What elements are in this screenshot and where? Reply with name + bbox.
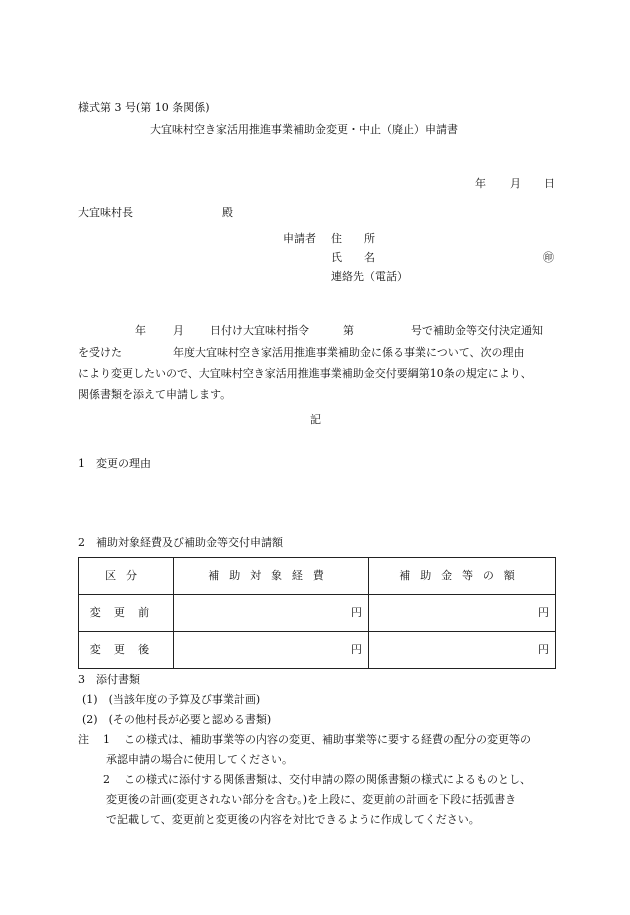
table-header-row bbox=[79, 558, 556, 595]
body-line2-start: を受けた bbox=[78, 346, 122, 359]
applicant-label: 申請者 bbox=[283, 232, 316, 245]
note-marker: 注 bbox=[78, 733, 89, 746]
note2-line3: で記載して、変更前と変更後の内容を対比できるように作成してください。 bbox=[106, 813, 480, 826]
note1-line2: 承認申請の場合に使用してください。 bbox=[106, 753, 293, 766]
body-month: 月 bbox=[173, 324, 184, 337]
addressee-honorific: 殿 bbox=[222, 206, 233, 219]
cost-after-cell[interactable]: 円 bbox=[174, 632, 369, 669]
row-label-after: 変更後 bbox=[79, 632, 174, 669]
date-day: 日 bbox=[544, 177, 555, 190]
amount-table bbox=[78, 557, 556, 669]
addressee-name: 大宜味村長 bbox=[78, 206, 133, 219]
row-label-before: 変更前 bbox=[79, 595, 174, 632]
date-year: 年 bbox=[475, 177, 486, 190]
section2-heading: 2 補助対象経費及び補助金等交付申請額 bbox=[78, 536, 283, 549]
note1-number: 1 bbox=[103, 733, 110, 746]
header-eligible-cost: 補助対象経費 bbox=[174, 558, 369, 595]
ki-mark: 記 bbox=[310, 413, 321, 426]
attachment-item-2: (2) (その他村長が必要と認める書類) bbox=[82, 713, 272, 726]
table-row bbox=[79, 595, 556, 632]
amount-after-cell[interactable]: 円 bbox=[369, 632, 556, 669]
body-date-reference: 日付け大宜味村指令 bbox=[210, 324, 309, 337]
seal-mark: ㊞ bbox=[543, 251, 554, 264]
document-title: 大宜味村空き家活用推進事業補助金変更・中止（廃止）申請書 bbox=[150, 123, 458, 136]
table-row bbox=[79, 632, 556, 669]
body-line2-rest: 年度大宜味村空き家活用推進事業補助金に係る事業について、次の理由 bbox=[173, 346, 525, 359]
body-line3: により変更したいので、大宜味村空き家活用推進事業補助金交付要綱第10条の規定により、 bbox=[78, 367, 532, 380]
note2-line1: この様式に添付する関係書類は、交付申請の際の関係書類の様式によるものとし、 bbox=[124, 773, 531, 786]
attachment-item-1: (1) (当該年度の予算及び事業計画) bbox=[82, 693, 261, 706]
applicant-name-label: 氏 名 bbox=[331, 251, 375, 264]
date-month: 月 bbox=[510, 177, 521, 190]
body-year: 年 bbox=[135, 324, 146, 337]
applicant-contact-label: 連絡先（電話） bbox=[331, 270, 408, 283]
note2-line2: 変更後の計画(変更されない部分を含む。)を上段に、変更前の計画を下段に括弧書き bbox=[106, 793, 517, 806]
section3-heading: 3 添付書類 bbox=[78, 673, 140, 686]
body-dai: 第 bbox=[343, 324, 354, 337]
note2-number: 2 bbox=[103, 773, 110, 786]
body-line1-rest: 号で補助金等交付決定通知 bbox=[411, 324, 543, 337]
cost-before-cell[interactable]: 円 bbox=[174, 595, 369, 632]
amount-before-cell[interactable]: 円 bbox=[369, 595, 556, 632]
form-number: 様式第 3 号(第 10 条関係) bbox=[78, 101, 210, 114]
section1-heading: 1 変更の理由 bbox=[78, 457, 151, 470]
note1-line1: この様式は、補助事業等の内容の変更、補助事業等に要する経費の配分の変更等の bbox=[124, 733, 531, 746]
applicant-address-label: 住 所 bbox=[331, 232, 375, 245]
body-line4: 関係書類を添えて申請します。 bbox=[78, 388, 232, 401]
header-category: 区分 bbox=[79, 558, 174, 595]
header-subsidy-amount: 補助金等の額 bbox=[369, 558, 556, 595]
